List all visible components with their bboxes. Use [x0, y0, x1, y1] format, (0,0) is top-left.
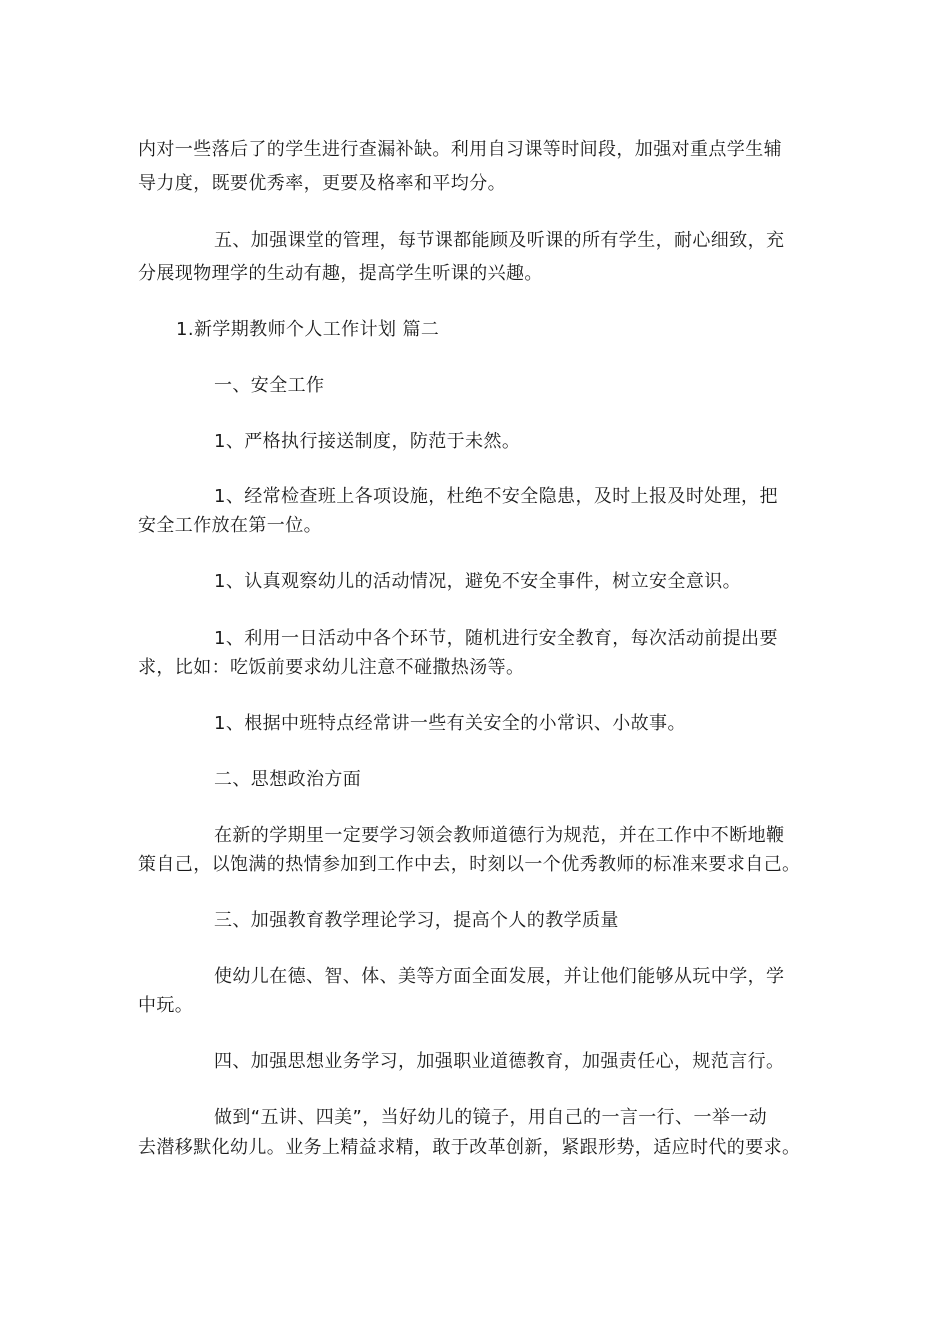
subheading-safety: 一、安全工作 [214, 375, 325, 396]
paragraph-line: 去潜移默化幼儿。业务上精益求精，敢于改革创新，紧跟形势，适应时代的要求。 [138, 1137, 801, 1158]
paragraph-line: 五、加强课堂的管理，每节课都能顾及听课的所有学生，耐心细致，充 [214, 230, 785, 251]
subheading-politics: 二、思想政治方面 [214, 769, 362, 790]
paragraph-line: 1、认真观察幼儿的活动情况，避免不安全事件，树立安全意识。 [214, 571, 742, 592]
paragraph-line: 1、经常检查班上各项设施，杜绝不安全隐患，及时上报及时处理，把 [214, 486, 778, 507]
paragraph-line: 在新的学期里一定要学习领会教师道德行为规范，并在工作中不断地鞭 [214, 825, 785, 846]
paragraph-line: 导力度，既要优秀率，更要及格率和平均分。 [138, 173, 506, 194]
subheading-teaching: 三、加强教育教学理论学习，提高个人的教学质量 [214, 910, 619, 931]
paragraph-line: 安全工作放在第一位。 [138, 515, 322, 536]
paragraph-line: 使幼儿在德、智、体、美等方面全面发展，并让他们能够从玩中学，学 [214, 966, 785, 987]
paragraph-line: 内对一些落后了的学生进行查漏补缺。利用自习课等时间段，加强对重点学生辅 [138, 139, 782, 160]
paragraph-line: 策自己，以饱满的热情参加到工作中去，时刻以一个优秀教师的标准来要求自己。 [138, 854, 801, 875]
paragraph-line: 做到“五讲、四美”，当好幼儿的镜子，用自己的一言一行、一举一动 [214, 1107, 768, 1128]
paragraph-line: 分展现物理学的生动有趣，提高学生听课的兴趣。 [138, 263, 543, 284]
paragraph-line: 1、严格执行接送制度，防范于未然。 [214, 431, 521, 452]
paragraph-line: 1、利用一日活动中各个环节，随机进行安全教育，每次活动前提出要 [214, 628, 778, 649]
subheading-professional: 四、加强思想业务学习，加强职业道德教育，加强责任心，规范言行。 [214, 1051, 785, 1072]
paragraph-line: 中玩。 [138, 995, 194, 1016]
paragraph-line: 求，比如：吃饭前要求幼儿注意不碰撒热汤等。 [138, 657, 525, 678]
section-heading: 1.新学期教师个人工作计划 篇二 [176, 319, 440, 340]
paragraph-line: 1、根据中班特点经常讲一些有关安全的小常识、小故事。 [214, 713, 686, 734]
